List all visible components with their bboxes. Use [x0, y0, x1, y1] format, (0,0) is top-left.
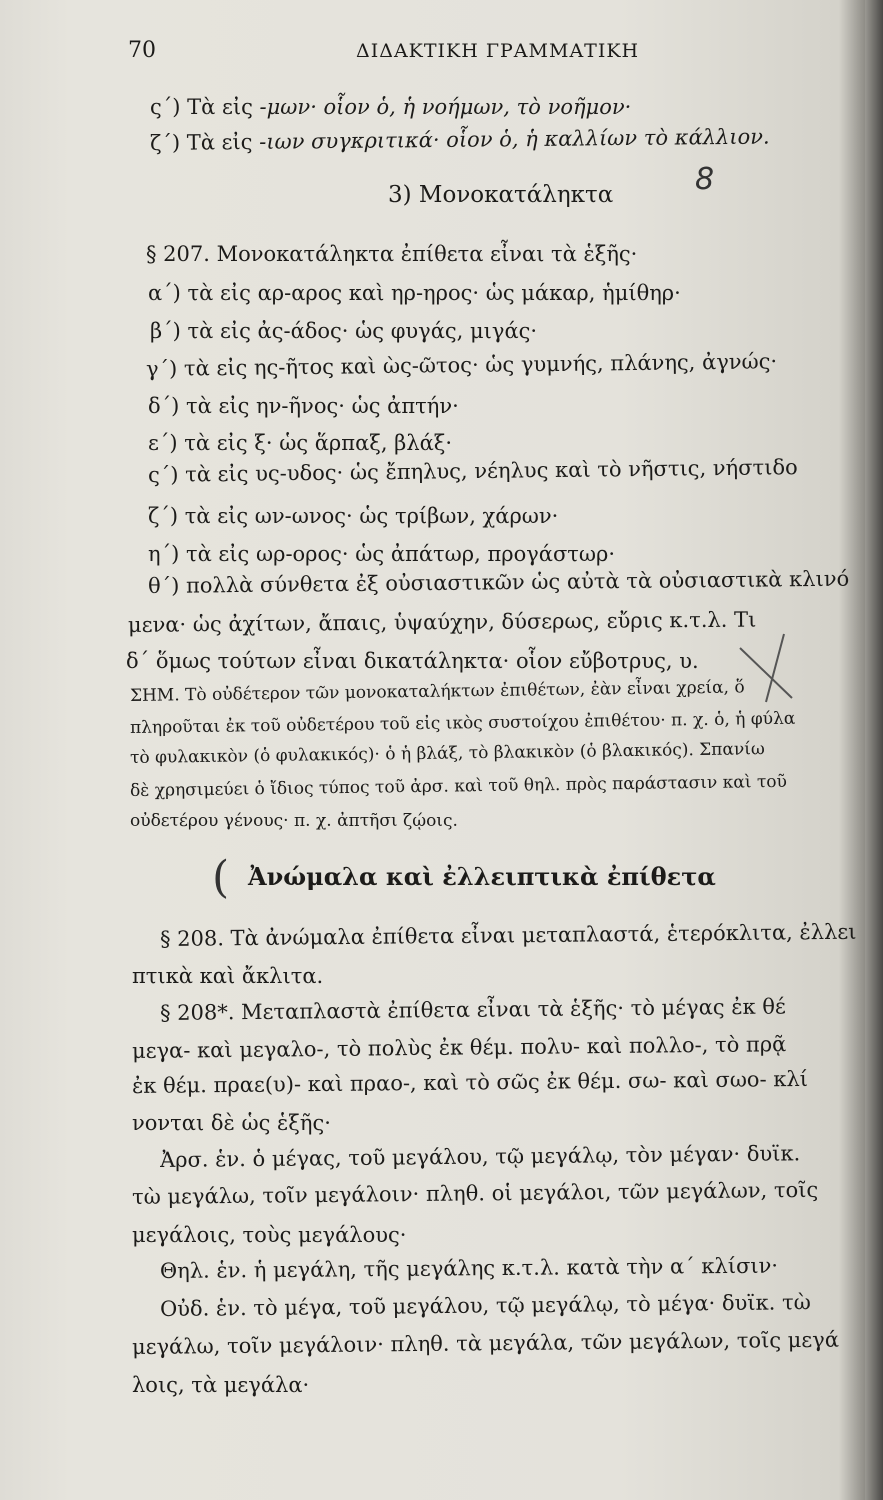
list-item: γ΄) τὰ εἰς ης-ῆτος καὶ ὼς-ῶτος· ὡς γυμνής, πλάνης, ἀγνώς· — [145, 349, 778, 381]
body-line: μεγάλοις, τοὺς μεγάλους· — [132, 1223, 407, 1247]
note-line: πληροῦται ἐκ τοῦ οὐδετέρου τοῦ εἰς ικὸς συστοίχου ἐπιθέτου· π. χ. ὁ, ἡ φύλα — [129, 708, 796, 738]
list-item: ζ΄) τὰ εἰς ων-ωνος· ὡς τρίβων, χάρων· — [148, 504, 559, 528]
body-line: Οὐδ. ἑν. τὸ μέγα, τοῦ μεγάλου, τῷ μεγάλῳ, τὸ μέγα· δυϊκ. τὼ — [159, 1290, 811, 1321]
list-item: β΄) τὰ εἰς ἀς-άδος· ὡς φυγάς, μιγάς· — [150, 319, 538, 343]
list-item: δ΄) τὰ εἰς ην-ῆνος· ὡς ἀπτήν· — [148, 394, 459, 418]
list-item: δ΄ ὅμως τούτων εἶναι δικατάληκτα· οἷον εὔβοτρυς, υ. — [126, 649, 699, 673]
handwritten-mark: 8 — [695, 162, 715, 197]
body-line: τὼ μεγάλω, τοῖν μεγάλοιν· πληθ. οἱ μεγάλοι, τῶν μεγάλων, τοῖς — [131, 1177, 819, 1209]
list-item: ε΄) τὰ εἰς ξ· ὡς ἅρπαξ, βλάξ· — [148, 431, 453, 455]
body-line: νονται δὲ ὡς ἑξῆς· — [132, 1111, 331, 1135]
note-line: οὐδετέρου γένους· π. χ. ἀπτῆσι ζῴοις. — [130, 811, 458, 831]
note-line: ΣΗΜ. Τὸ οὐδέτερον τῶν μονοκαταλήκτων ἐπιθέτων, ἐὰν εἶναι χρεία, ὅ — [129, 677, 745, 706]
body-line: πτικὰ καὶ ἄκλιτα. — [132, 964, 324, 988]
list-item: ς΄) Τὰ εἰς -μων· οἷον ὁ, ἡ νοήμων, τὸ νοῆμον· — [150, 95, 632, 119]
body-line: μεγάλω, τοῖν μεγάλοιν· πληθ. τὰ μεγάλα, τῶν μεγάλων, τοῖς μεγά — [131, 1327, 840, 1359]
page-number: 70 — [128, 38, 156, 63]
section-heading: Ἀνώμαλα καὶ ἐλλειπτικὰ ἐπίθετα — [248, 862, 716, 891]
body-line: λοις, τὰ μεγάλα· — [132, 1373, 310, 1397]
body-line: § 208*. Μεταπλαστὰ ἐπίθετα εἶναι τὰ ἑξῆς· τὸ μέγας ἐκ θέ — [159, 994, 786, 1025]
list-item: ς΄) τὰ εἰς υς-υδος· ὡς ἔπηλυς, νέηλυς καὶ τὸ νῆστις, νήστιδο — [147, 455, 798, 487]
list-item: η΄) τὰ εἰς ωρ-ορος· ὡς ἀπάτωρ, προγάστωρ· — [148, 542, 616, 566]
body-line: ἐκ θέμ. πραε(υ)- καὶ πραο-, καὶ τὸ σῶς ἐκ θέμ. σω- καὶ σωο- κλί — [131, 1066, 809, 1098]
handwritten-bracket: ( — [212, 852, 230, 903]
note-line: τὸ φυλακικὸν (ὁ φυλακικός)· ὁ ἡ βλάξ, τὸ βλακικὸν (ὁ βλακικός). Σπανίω — [129, 739, 765, 768]
paragraph-207: § 207. Μονοκατάληκτα ἐπίθετα εἶναι τὰ ἑξῆς· — [146, 242, 638, 266]
body-line: Ἀρσ. ἑν. ὁ μέγας, τοῦ μεγάλου, τῷ μεγάλῳ, τὸν μέγαν· δυϊκ. — [159, 1141, 801, 1172]
body-line: § 208. Τὰ ἀνώμαλα ἐπίθετα εἶναι μεταπλαστά, ἑτερόκλιτα, ἐλλει — [159, 919, 857, 951]
body-line: Θηλ. ἑν. ἡ μεγάλη, τῆς μεγάλης κ.τ.λ. κατὰ τὴν α΄ κλίσιν· — [159, 1253, 779, 1283]
list-item: α΄) τὰ εἰς αρ-αρος καὶ ηρ-ηρος· ὡς μάκαρ, ἡμίθηρ· — [148, 281, 681, 305]
section-title: 3) Μονοκατάληκτα — [388, 182, 614, 208]
list-item: μενα· ὡς ἀχίτων, ἄπαις, ὑψαύχην, δύσερως, εὔρις κ.τ.λ. Τι — [127, 607, 757, 637]
body-line: μεγα- καὶ μεγαλο-, τὸ πολὺς ἐκ θέμ. πολυ- καὶ πολλο-, τὸ πρᾷ — [131, 1032, 787, 1063]
list-item: θ΄) πολλὰ σύνθετα ἐξ οὐσιαστικῶν ὡς αὐτὰ τὰ οὐσιαστικὰ κλινό — [147, 566, 850, 598]
list-item: ζ΄) Τὰ εἰς -ιων συγκριτικά· οἷον ὁ, ἡ καλλίων τὸ κάλλιον. — [149, 124, 770, 155]
page-shadow-edge — [865, 0, 883, 1500]
running-title: ΔΙΔΑΚΤΙΚΗ ΓΡΑΜΜΑΤΙΚΗ — [356, 40, 640, 62]
note-line: δὲ χρησιμεύει ὁ ἴδιος τύπος τοῦ ἀρσ. καὶ τοῦ θηλ. πρὸς παράστασιν καὶ τοῦ — [129, 771, 788, 801]
